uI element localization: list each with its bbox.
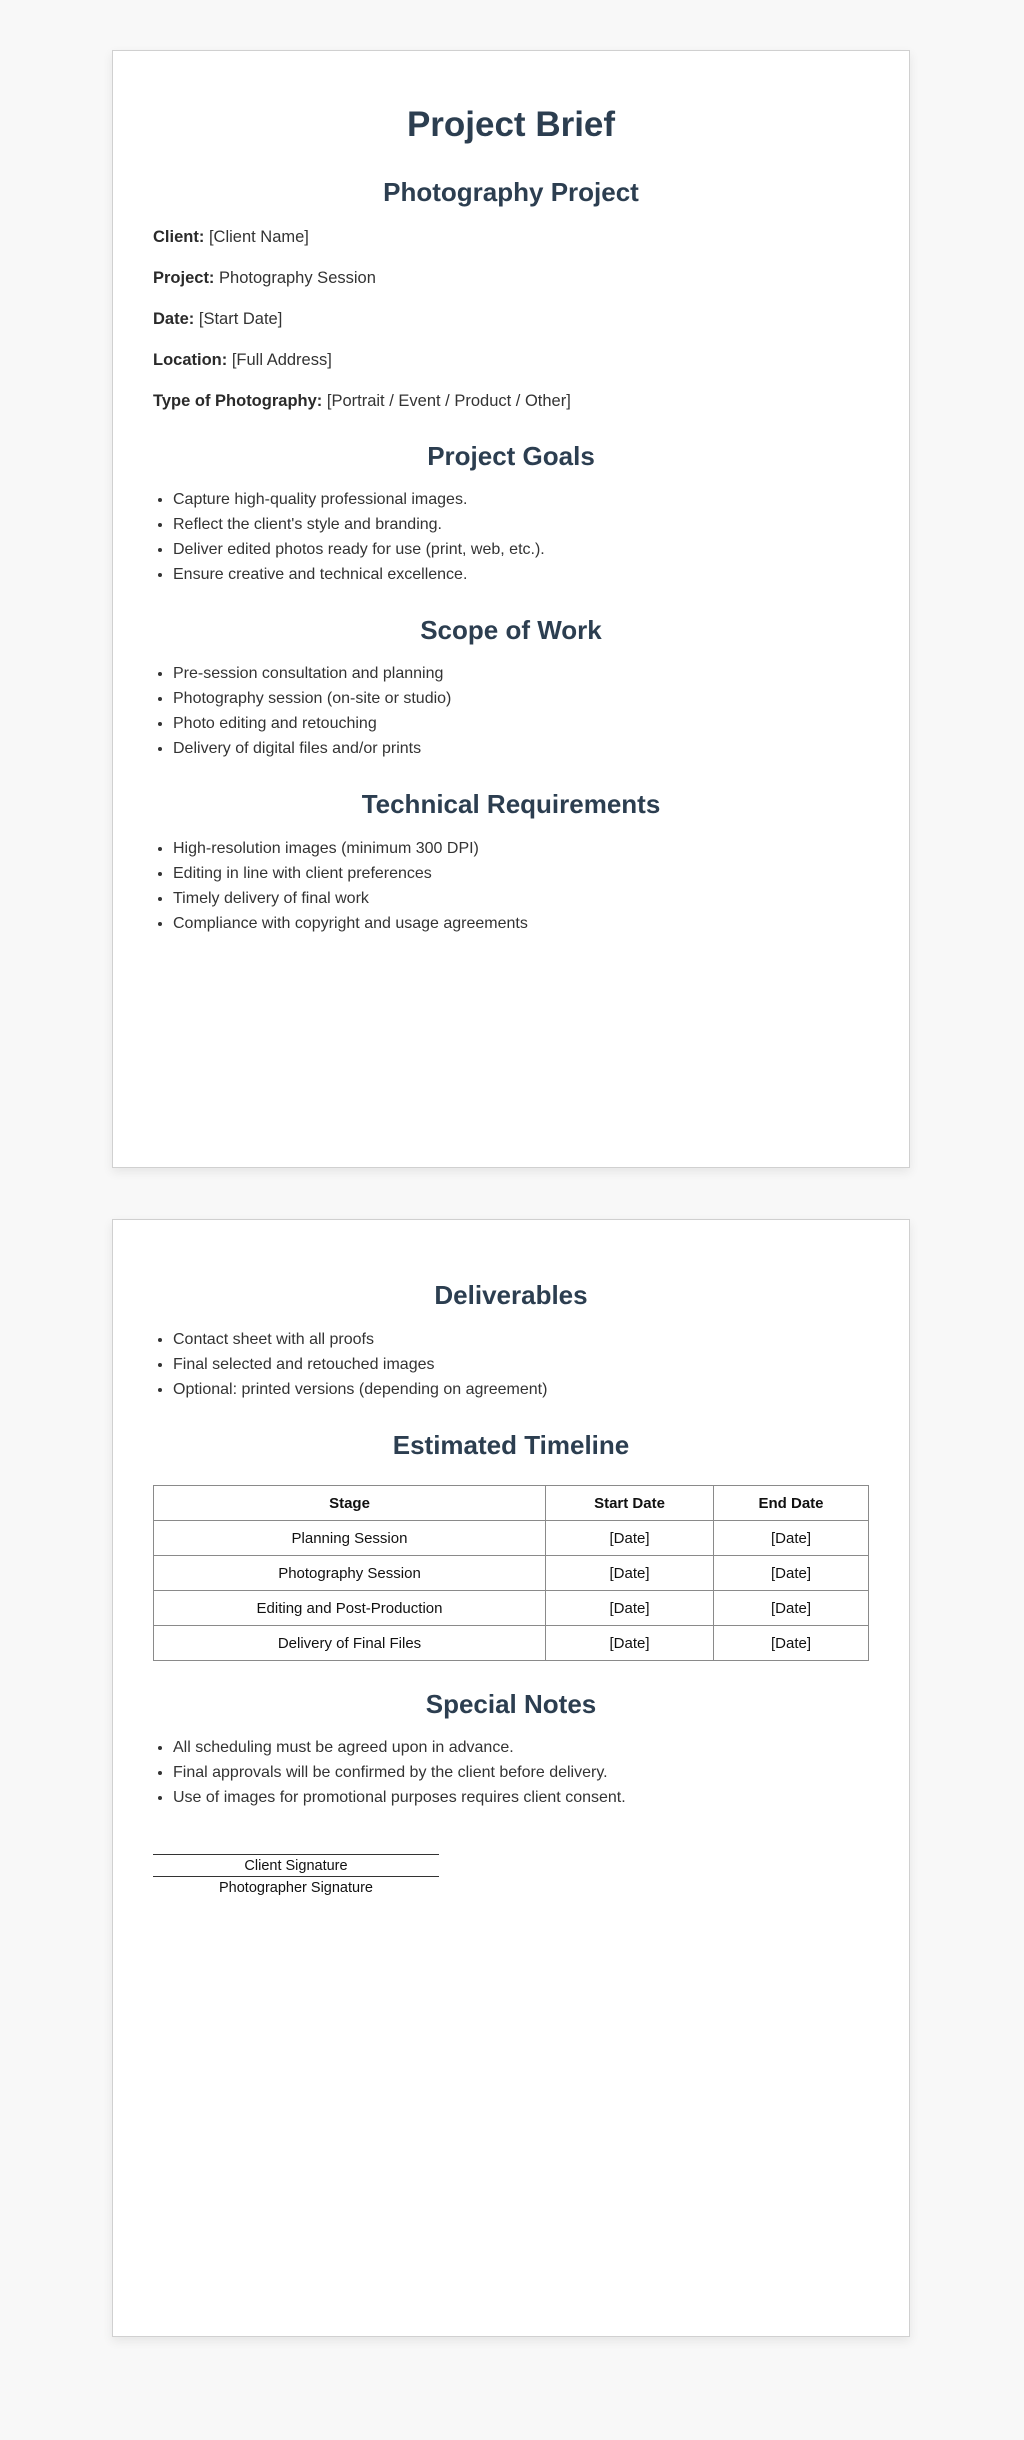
- special-notes-heading: Special Notes: [425, 1689, 597, 1719]
- list-item: • Pre-session consultation and planning: [173, 661, 869, 686]
- column-header-start-date: Start Date: [546, 1486, 714, 1521]
- stage-cell: Photography Session: [154, 1556, 546, 1591]
- project-subtitle: Photography Project: [383, 177, 639, 207]
- scope-of-work-heading: Scope of Work: [420, 615, 602, 645]
- document-page-2: [112, 1219, 910, 2337]
- list-item: • Editing in line with client preferences: [173, 861, 869, 886]
- location-value: [Full Address]: [231, 351, 332, 369]
- list-item: • Deliver edited photos ready for use (print, web, etc.).: [173, 537, 869, 562]
- list-item: • Contact sheet with all proofs: [173, 1327, 869, 1352]
- end-date-cell: [Date]: [714, 1556, 869, 1591]
- photography-type-value: [Portrait / Event / Product / Other]: [326, 392, 571, 410]
- table-row: [154, 1556, 869, 1591]
- project-field: [153, 268, 376, 288]
- technical-requirements-heading: Technical Requirements: [361, 789, 661, 819]
- deliverables-heading: Deliverables: [434, 1280, 588, 1310]
- start-date-cell: [Date]: [546, 1556, 714, 1591]
- list-item: • Photo editing and retouching: [173, 711, 869, 736]
- deliverables-list: [153, 1327, 869, 1402]
- photography-type-label: Type of Photography:: [153, 392, 323, 410]
- project-goals-heading: Project Goals: [427, 441, 595, 471]
- list-item: • Reflect the client's style and branding.: [173, 512, 869, 537]
- client-signature-line: Client Signature: [153, 1854, 439, 1875]
- scope-of-work-list: [153, 661, 869, 761]
- timeline-table: [153, 1485, 869, 1661]
- client-field: [153, 227, 309, 247]
- project-label: Project:: [153, 269, 215, 287]
- list-item: • High-resolution images (minimum 300 DPI): [173, 836, 869, 861]
- list-item: • Final selected and retouched images: [173, 1352, 869, 1377]
- list-item: • Compliance with copyright and usage agreements: [173, 911, 869, 936]
- photography-type-field: [153, 391, 571, 411]
- project-value: Photography Session: [219, 269, 376, 287]
- column-header-stage: Stage: [154, 1486, 546, 1521]
- special-notes-list: [153, 1735, 869, 1810]
- date-field: [153, 309, 282, 329]
- estimated-timeline-heading: Estimated Timeline: [392, 1430, 630, 1460]
- list-item: • Final approvals will be confirmed by the client before delivery.: [173, 1760, 869, 1785]
- list-item: • Capture high-quality professional images.: [173, 487, 869, 512]
- document-title: Project Brief: [406, 105, 616, 144]
- end-date-cell: [Date]: [714, 1626, 869, 1661]
- list-item: • Photography session (on-site or studio): [173, 686, 869, 711]
- stage-cell: Editing and Post-Production: [154, 1591, 546, 1626]
- list-item: • Timely delivery of final work: [173, 886, 869, 911]
- table-row: [154, 1521, 869, 1556]
- location-field: [153, 350, 332, 370]
- table-row: [154, 1626, 869, 1661]
- start-date-cell: [Date]: [546, 1591, 714, 1626]
- start-date-cell: [Date]: [546, 1626, 714, 1661]
- location-label: Location:: [153, 351, 228, 369]
- stage-cell: Delivery of Final Files: [154, 1626, 546, 1661]
- end-date-cell: [Date]: [714, 1591, 869, 1626]
- start-date-cell: [Date]: [546, 1521, 714, 1556]
- stage-cell: Planning Session: [154, 1521, 546, 1556]
- end-date-cell: [Date]: [714, 1521, 869, 1556]
- technical-requirements-list: [153, 836, 869, 936]
- list-item: • Ensure creative and technical excellence.: [173, 562, 869, 587]
- client-label: Client:: [153, 228, 205, 246]
- list-item: • Use of images for promotional purposes requires client consent.: [173, 1785, 869, 1810]
- list-item: • All scheduling must be agreed upon in advance.: [173, 1735, 869, 1760]
- list-item: • Optional: printed versions (depending on agreement): [173, 1377, 869, 1402]
- table-row: [154, 1591, 869, 1626]
- column-header-end-date: End Date: [714, 1486, 869, 1521]
- project-goals-list: [153, 487, 869, 587]
- client-value: [Client Name]: [208, 228, 309, 246]
- photographer-signature-line: Photographer Signature: [153, 1876, 439, 1897]
- date-label: Date:: [153, 310, 195, 328]
- table-header-row: [154, 1486, 869, 1521]
- date-value: [Start Date]: [198, 310, 283, 328]
- document-page-1: [112, 50, 910, 1168]
- list-item: • Delivery of digital files and/or prints: [173, 736, 869, 761]
